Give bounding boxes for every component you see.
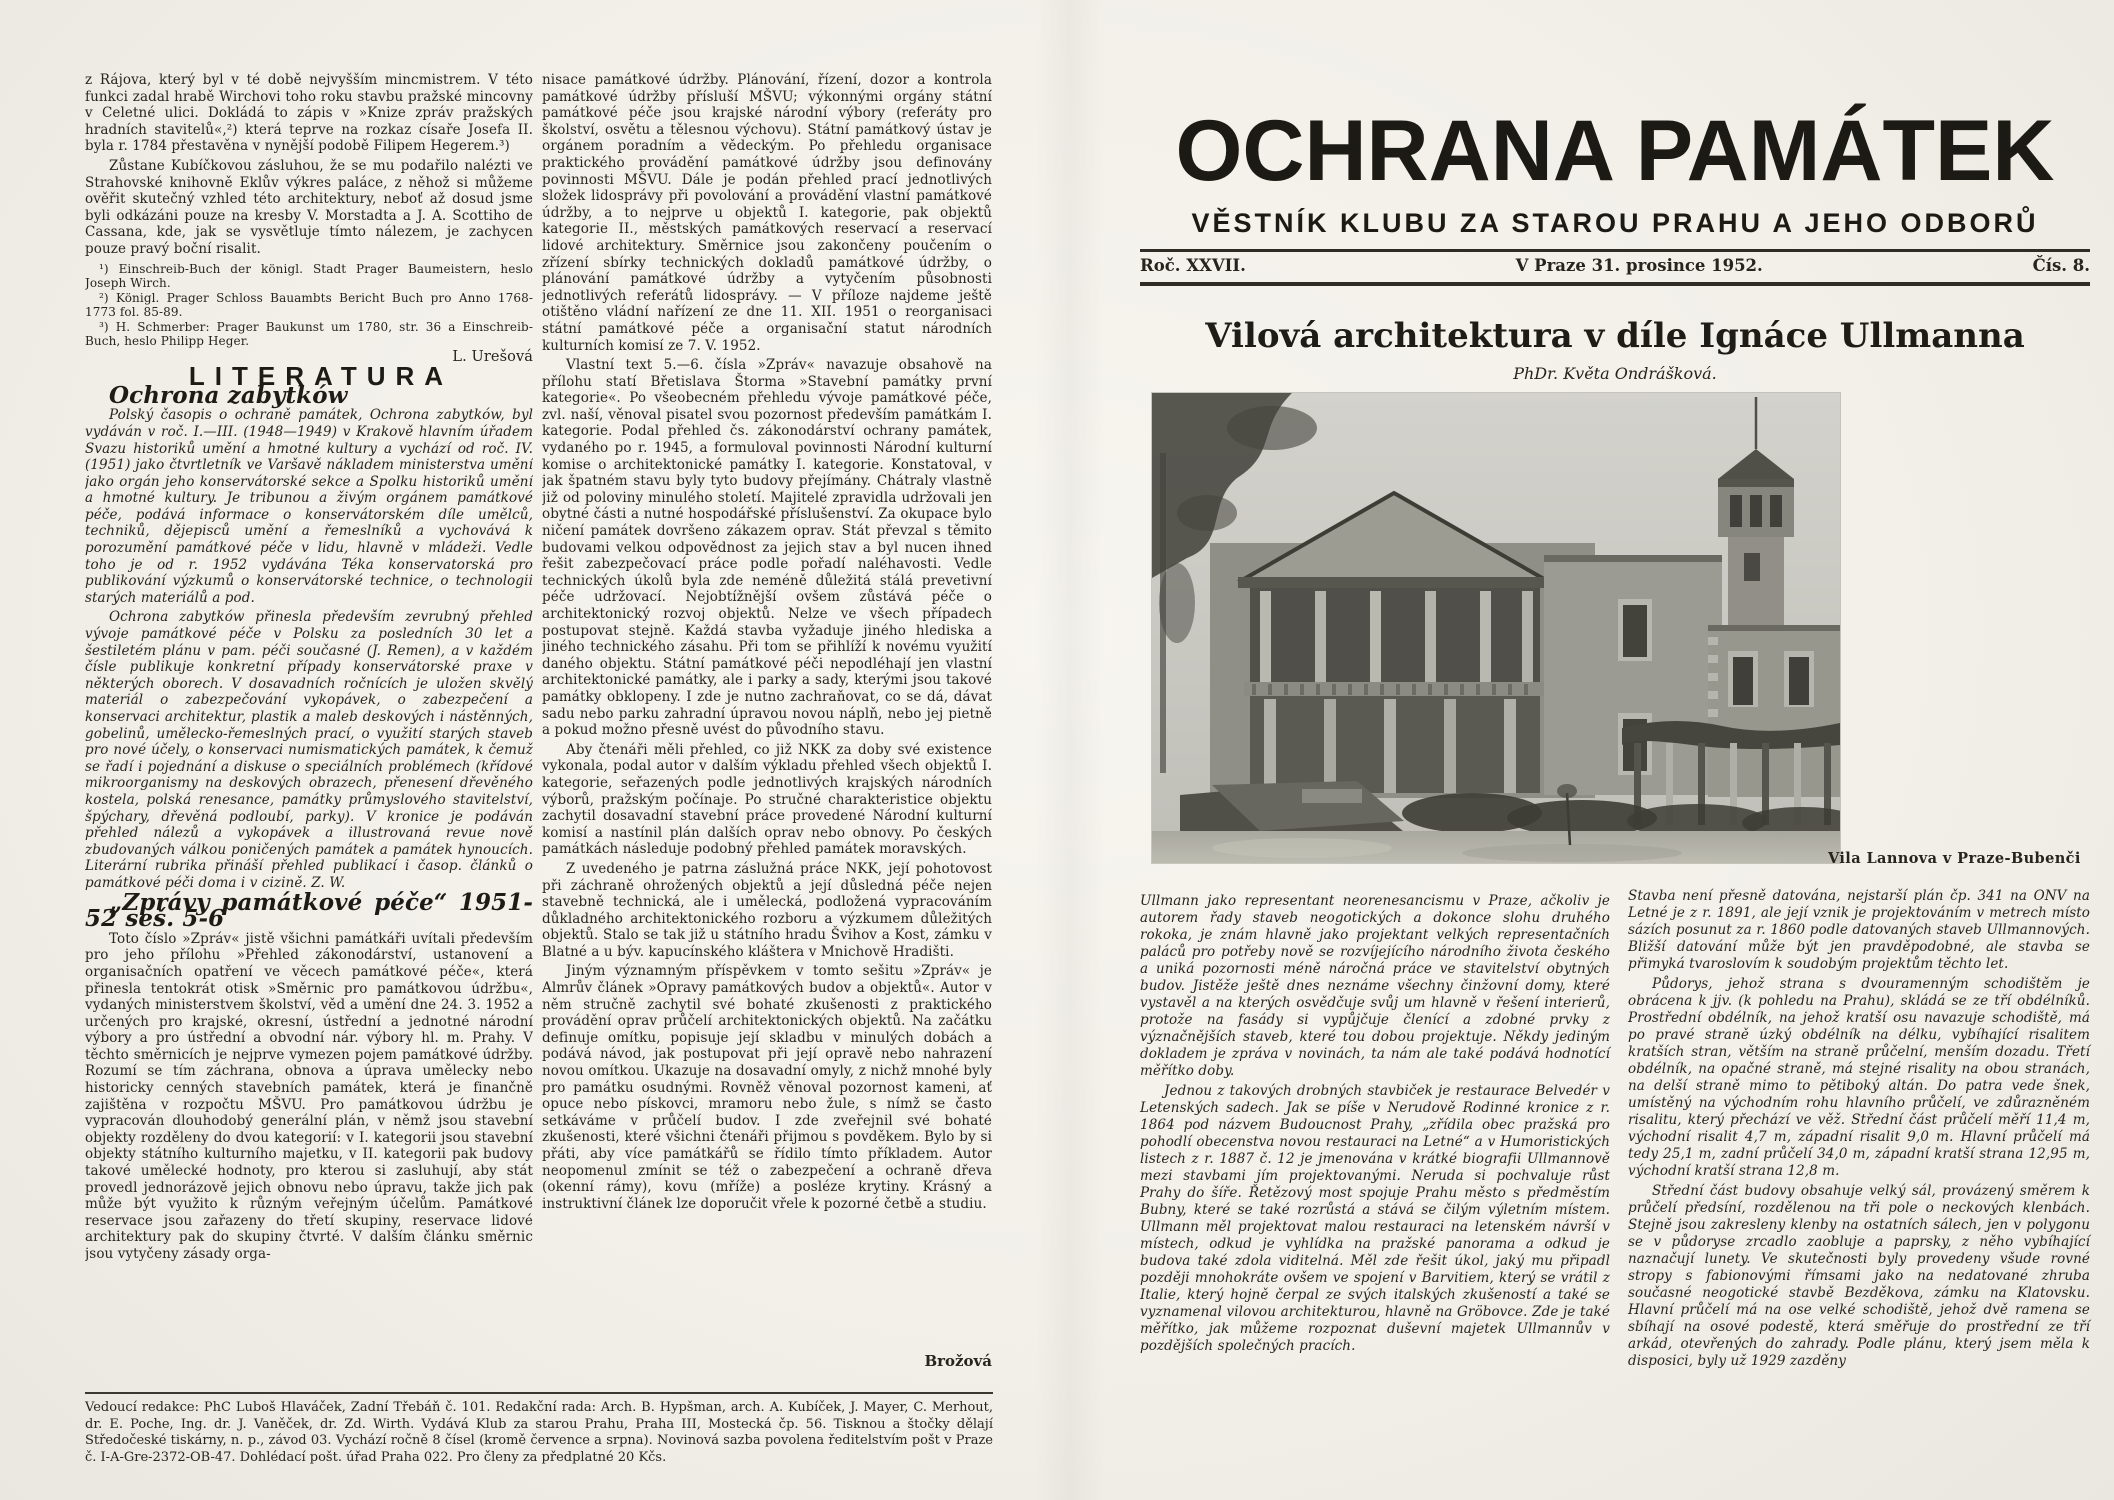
article-author: PhDr. Květa Ondrášková. [1513, 364, 1717, 383]
paragraph: nisace památkové údržby. Plánování, řízení, dozor a kontrola památkové údržby přísluší MŠVU; výkonnými orgány státní památkové péče jsou krajské národní výbory (referáty pro školství, osvětu a tělesnou výchovu). Státní památkový ústav je orgánem poradním a vědeckým. Po přehledu organisace praktického provádění památkové údržby jsou definovány povinnosti MŠVU. Dále je podán přehled prací jednotlivých složek lidosprávy při povolování a provádění vlastní památkové údržby, a to nejprve u objektů I. kategorie, pak objektů kategorie II., městských památkových reservací a reservací lidové architektury. Směrnice jsou zakončeny poučením o zřízení sbírky technických dokladů památkové údržby, o plánování památkové údržby a vytyčením působnosti jednotlivých referátů lidosprávy. — V příloze najdeme ještě otištěno vládní nařízení ze dne 11. XII. 1951 o reorganisaci státní památkové péče a organisační statut národních kulturních komisí ze 7. V. 1952. [542, 72, 992, 354]
paragraph: Polský časopis o ochraně památek, Ochrona zabytków, byl vydáván v roč. I.—III. (1948—1949) v Krakově hlavním úřadem Svazu historiků umění a hmotné kultury a vychází od roč. IV. (1951) jako čtvrtletník ve Varšavě nákladem ministerstva umění jako orgán jeho konservátorské sekce a Spolku historiků umění a hmotné kultury. Je tribunou a živým orgánem památkové péče, podává informace o konservátorském díle umělců, techniků, dějepisců umění a řemeslníků a vychovává k porozumění památkové péče v lidu, hlavně v mládeži. Vedle toho je od r. 1952 vydávána Téka konservatorská pro publikování výzkumů o konservátorské technice, o technologii starých materiálů a pod. [85, 407, 533, 606]
review-heading-ochrona-zabytkow: Ochrona zabytków [109, 381, 348, 409]
villa-photo-illustration [1152, 393, 1840, 863]
photo-caption: Vila Lannova v Praze-Bubenči [1828, 850, 2081, 867]
paragraph: Vlastní text 5.—6. čísla »Zpráv« navazuje obsahově na přílohu statí Břetislava Štorma »Stavební památky první kategorie«. Po všeobecném přehledu vývoje památkové péče, zvl. naší, věnoval pisatel svou pozornost především památkám I. kategorie. Podal přehled čs. zákonodárství ochrany památek, vydaného po r. 1945, a formuloval povinnosti Národní kulturní komise o architektonické památky I. kategorie. Konstatoval, v jak špatném stavu byly tyto budovy přejímány. Chátraly vlastně již od poloviny minulého století. Majitelé zpravidla udržovali jen obytné části a nutné hospodářské příslušenství. Za okupace bylo ničení památek dovršeno zákazem oprav. Stát převzal s těmito budovami velkou odpovědnost za jejich stav a byl nucen ihned řešit zabezpečovací práce podle pořadí naléhavosti. Vedle technických úkolů byla zde neméně důležitá stálá prevetivní péče udržovací. Nejobtížnější ovšem zůstává péče o architektonický rozvoj objektů. Nelze ve všech případech postupovat stejně. Každá stavba vyžaduje jiného hlediska a jiného technického zásahu. Při tom se přihlíží k novému využití daného objektu. Státní památkové péči nepodléhají jen vlastní architektonické památky, ale i parky a sady, kterými jsou takové památky obklopeny. I zde je nutno zachraňovat, co se dá, dávat sadu nebo parku zahradní úpravou novou náplň, nebo jej pietně a pokud možno přesně uvést do původního stavu. [542, 357, 992, 739]
paragraph: Jednou z takových drobných stavbiček je restaurace Belvedér v Letenských sadech. Jak se píše v Nerudově Rodinné kronice z r. 1864 pod názvem Budoucnost Prahy, „zřídila obec pražská pro pohodlí obecenstva novou restauraci na Letné“ a v Humoristických listech z r. 1887 č. 12 je jmenována v krátké biografii Ullmannově mezi stavbami jím projektovanými. Neruda si pochvaluje růst Prahy do šíře. Řetězový most spojuje Prahu město s předměstím Bubny, které se také rozrůstá a stává se čilým výletním místem. Ullmann měl projektovat malou restauraci na letenském návrší v místech, odkud je vyhlídka na pražské panorama a odkud je budova také zdola viditelná. Měl zde řešit úkol, jaký mu připadl později mnohokráte ovšem ve spojení v Barvitiem, který se vrátil z Italie, který hojně čerpal ze svých italských zkušeností a také se vyznamenal vilovou architekturou, hlavně na Gröbovce. Zde je také měřítko, jak můžeme rozpoznat duševní majetek Ullmannův v pozdějších společných pracích. [1140, 1083, 1610, 1354]
paragraph: Zůstane Kubíčkovou zásluhou, že se mu podařilo nalézti ve Strahovské knihovně Eklův výkres paláce, z něhož si můžeme ověřit skutečný vzhled této architektury, neboť až dosud jsme byli odkázáni pouze na kresby V. Morstadta a J. A. Scottiho de Cassana, kde, jak se vysvětluje tímto nálezem, je zachycen pouze pravý boční risalit. [85, 157, 533, 257]
volume-label: Roč. XXVII. [1140, 256, 1246, 275]
photo-right-wing [1708, 625, 1840, 797]
right-page-column-1 [1140, 893, 1610, 1358]
page-gutter [1035, 0, 1105, 1500]
author-signature: Brožová [924, 1352, 992, 1370]
imprint-footer: Vedoucí redakce: PhC Luboš Hlaváček, Zadní Třebáň č. 101. Redakční rada: Arch. B. Hypšman, arch. A. Kubíček, J. Mayer, C. Merhout, dr. E. Poche, Ing. dr. J. Vaněček, dr. Zd. Wirth. Vydává Klub za starou Prahu, Praha III, Mostecká čp. 56. Tisknou a štočky dělají Středočeské tiskárny, n. p., závod 03. Vychází ročně 8 čísel (kromě července a srpna). Novinová sazba povolena ředitelstvím pošt v Praze č. I-A-Gre-2372-OB-47. Dohlédací pošt. úřad Praha 022. Pro členy za předplatné 20 Kčs. [85, 1392, 993, 1466]
paragraph: z Rájova, který byl v té době nejvyšším mincmistrem. V této funkci zadal hrabě Wirchovi toho roku stavbu pražské mincovny v Celetné ulici. Dokládá to zápis v »Knize zpráv pražských hradních stavitelů«,²) která teprve na rozkaz císaře Josefa II. byla r. 1784 přestavěna v nynější podobě Filipem Hegerem.³) [85, 72, 533, 155]
masthead-title: OCHRANA PAMÁTEK [1175, 103, 2055, 199]
left-page-column-2 [542, 72, 992, 1384]
footnote: ³) H. Schmerber: Prager Baukunst um 1780, str. 36 a Einschreib-Buch, heslo Philipp Heger. [85, 319, 533, 349]
right-page-column-2 [1628, 888, 2090, 1373]
photo-side-wall [1544, 555, 1722, 795]
footnote: ²) Königl. Prager Schloss Bauambts Bericht Buch pro Anno 1768-1773 fol. 85-89. [85, 290, 533, 320]
review-body [85, 407, 533, 891]
section-heading-literatura: LITERATURA [188, 361, 454, 392]
date-label: V Praze 31. prosince 1952. [1515, 256, 1763, 275]
paragraph: Jiným významným příspěvkem v tomto sešitu »Zpráv« je Almrův článek »Opravy památkových budov a objektů«. Autor v něm stručně zachytil své bohaté zkušenosti z praktického provádění oprav průčelí architektonických objektů. Na začátku definuje omítku, popisuje její skladbu v minulých dobách a podává návod, jak postupovat při její opravě nebo nahrazení novou omítkou. Ukazuje na dosavadní omyly, z nichž mnohé byly pro památku osudnými. Rovněž věnoval pozornost kameni, ať opuce nebo pískovci, mramoru nebo žule, s nímž se často setkáváme v průčelí budov. I zde zveřejnil své bohaté zkušenosti, které všichni čtenáři přijmou s povděkem. Bylo by si přáti, aby více památkářů se řídilo tímto příkladem. Autor neopomenul zmínit se též o zabezpečení a ochraně dřeva (okenní rámy), kovu (mříže) a posléze krytiny. Krásný a instruktivní článek lze doporučit vřele k pozorné četbě a studiu. [542, 963, 992, 1212]
footnote-block [85, 262, 533, 349]
paragraph: Ullmann jako representant neorenesancismu v Praze, ačkoliv je autorem řady staveb neogotických a dokonce slohu druhého rokoka, je znám hlavně jako projektant velkých representačních paláců pro potřeby nově se rozvíjejícího národního života českého a uniká pozornosti méně náročná práce ve stavitelství obytných budov. Jistěže ještě dnes neznáme všechny činžovní domy, které vystavěl a na kterých osvědčuje svůj um hlavně v řešení interierů, protože na fasády si vypůjčuje členící a zdobné prvky z význačnějších staveb, které tou dobou projektuje. Někdy jediným dokladem je zpráva v novinách, ta nám ale také podává hodnotící měřítko doby. [1140, 893, 1610, 1079]
issue-label: Čís. 8. [2032, 256, 2090, 275]
paragraph: Aby čtenáři měli přehled, co již NKK za doby své existence vykonala, podal autor v dalším výkladu přehled všech objektů I. kategorie, seřazených podle jednotlivých krajských národních výborů, pražským počínaje. Po stručné charakteristice objektu zachytil dosavadní stavební práce provedené Národní kulturní komisí a nastínil plán dalších oprav nebo obnovy. Po českých památkách následuje podobný přehled památek moravských. [542, 741, 992, 858]
dateline-rule-bottom [1140, 282, 2090, 286]
paragraph: Z uvedeného je patrna záslužná práce NKK, její pohotovost při záchraně ohrožených objektů a její důsledná péče nejen stavebně technická, ale i umělecká, podložená vypracováním důkladného architektonického rozboru a výzkumem důležitých objektů. Stalo se tak již u státního hradu Švihov a Kost, zámku v Blatné a u býv. kapucínského kláštera v Mnichově Hradišti. [542, 860, 992, 960]
villa-photo [1152, 393, 1840, 863]
paragraph: Stavba není přesně datována, nejstarší plán čp. 341 na ONV na Letné je z r. 1891, ale její vznik je projektováním v metrech místo sázích posunut za r. 1860 podle datovaných staveb Ullmannových. Bližší datování může být jen pravděpodobné, ale stavba se přimyká tvaroslovím k soudobým projektům těchto let. [1628, 888, 2090, 972]
review-heading-zpravy: „Zprávy památkové péče“ 1951-52 seš. 5-6 [85, 888, 533, 933]
dateline-row [1140, 256, 2090, 275]
paragraph: Toto číslo »Zpráv« jistě všichni památkáři uvítali především pro jeho přílohu »Přehled zákonodárství, ustanovení a organisačních opatření ve věcech památkové péče«, která přinesla tentokrát otisk »Směrnic pro památkovou údržbu«, vydaných ministerstvem školství, věd a umění dne 24. 3. 1952 a určených pro krajské, okresní, ústřední a jednotné národní výbory a pro ústřední a obvodní nár. výbory hl. m. Prahy. V těchto směrnicích je nejprve vymezen pojem památkové údržby. Rozumí se tím záchrana, obnova a úprava umělecky nebo historicky cenných stavebních památek, která je finančně zajištěna v rozpočtu MŠVU. Pro památkovou údržbu je vypracován dlouhodobý generální plán, v němž jsou stavební objekty rozděleny do dvou kategorií: v I. kategorii jsou stavební objekty státního kulturního majetku, v II. kategorii pak budovy takové umělecké hodnoty, pro kterou si zasluhují, aby stát provedl jednorázově jejich obnovu nebo úpravu, takže jich pak může být využito k různým veřejným účelům. Památkové reservace jsou zařazeny do třetí skupiny, reservace lidové architektury pak do skupiny čtvrté. V dalším článku směrnic jsou vytyčeny zásady orga- [85, 930, 533, 1262]
paragraph: Ochrona zabytków přinesla především zevrubný přehled vývoje památkové péče v Polsku za posledních 30 let a šestiletém plánu v pam. péči současné (J. Remen), a v každém čísle publikuje konkretní případy konservátorské praxe v některých oborech. V dosavadních ročnících je uložen skvělý materiál o zabezpečování vykopávek, o zabezpečení a konservaci architektur, plastik a maleb deskových i nástěnných, gobelinů, umělecko-řemeslných prací, o využití starých staveb pro nové účely, o konservaci numismatických památek, k čemuž se řadí i pojednání a diskuse o speciálních problémech (křídové mikroorganismy na deskových obrazech, přenesení dřevěného kostela, polská renesance, památky průmyslového stavitelství, špýchary, dřevěná podloubí, parky). V kronice je podáván přehled nálezů a vykopávek a illustrovaná revue nově zbudovaných válkou poničených památek a památek hynoucích. Literární rubrika přináší přehled publikací i časop. článků o památkové péči doma i v cizině. Z. W. [85, 609, 533, 891]
dateline-rule-top [1140, 249, 2090, 252]
paragraph: Půdorys, jehož strana s dvouramenným schodištěm je obrácena k jjv. (k pohledu na Prahu), skládá se ze tří obdélníků. Prostřední obdélník, na jehož kratší osu navazuje schodiště, má po pravé straně úzký obdélník na délku, vybíhající risalitem kratších stran, větším na straně průčelní, menším dozadu. Třetí obdélník, na opačné straně, má stejné risality na obou stranách, na delší straně mimo to pětiboký altán. Do patra vede šnek, umístěný na východním rohu hlavního průčelí, ve zdůrazněném risalitu, který přechází ve věž. Střední část průčelí měří 11,4 m, východní risalit 4,7 m, západní risalit 9,0 m. Hlavní průčelí má tedy 25,1 m, zadní průčelí 34,0 m, západní kratší strana 12,95 m, východní kratší strana 12,8 m. [1628, 976, 2090, 1179]
left-page-column-1 [85, 72, 533, 1384]
paragraph: Střední část budovy obsahuje velký sál, provázený směrem k průčelí předsíní, rozdělenou na tři pole o neckových klenbách. Stejně jsou zakresleny klenby na ostatních sálech, jen v polygonu se v půdoryse zrcadlo zaobluje a paprsky, z něho vybíhající naznačují lunety. Ve skutečnosti byly provedeny všude rovné stropy s fabionovými římsami jako na nedatované zhruba současné neogotické stavbě Bezděkova, zámku na Klatovsku. Hlavní průčelí má na ose velké schodiště, jehož dvě ramena se sbíhají na osové podestě, která směřuje do prostřední ze tří arkád, otevřených do zahrady. Podle plánu, který jsem měla k disposici, byly už 1929 zazděny [1628, 1183, 2090, 1369]
author-signature: L. Urešová [452, 348, 533, 365]
footnote: ¹) Einschreib-Buch der königl. Stadt Prager Baumeistern, heslo Joseph Wirch. [85, 261, 533, 291]
article-title: Vilová architektura v díle Ignáce Ullmanna [1205, 316, 2025, 356]
masthead-subtitle: VĚSTNÍK KLUBU ZA STAROU PRAHU A JEHO ODBORŮ [1191, 208, 2039, 238]
